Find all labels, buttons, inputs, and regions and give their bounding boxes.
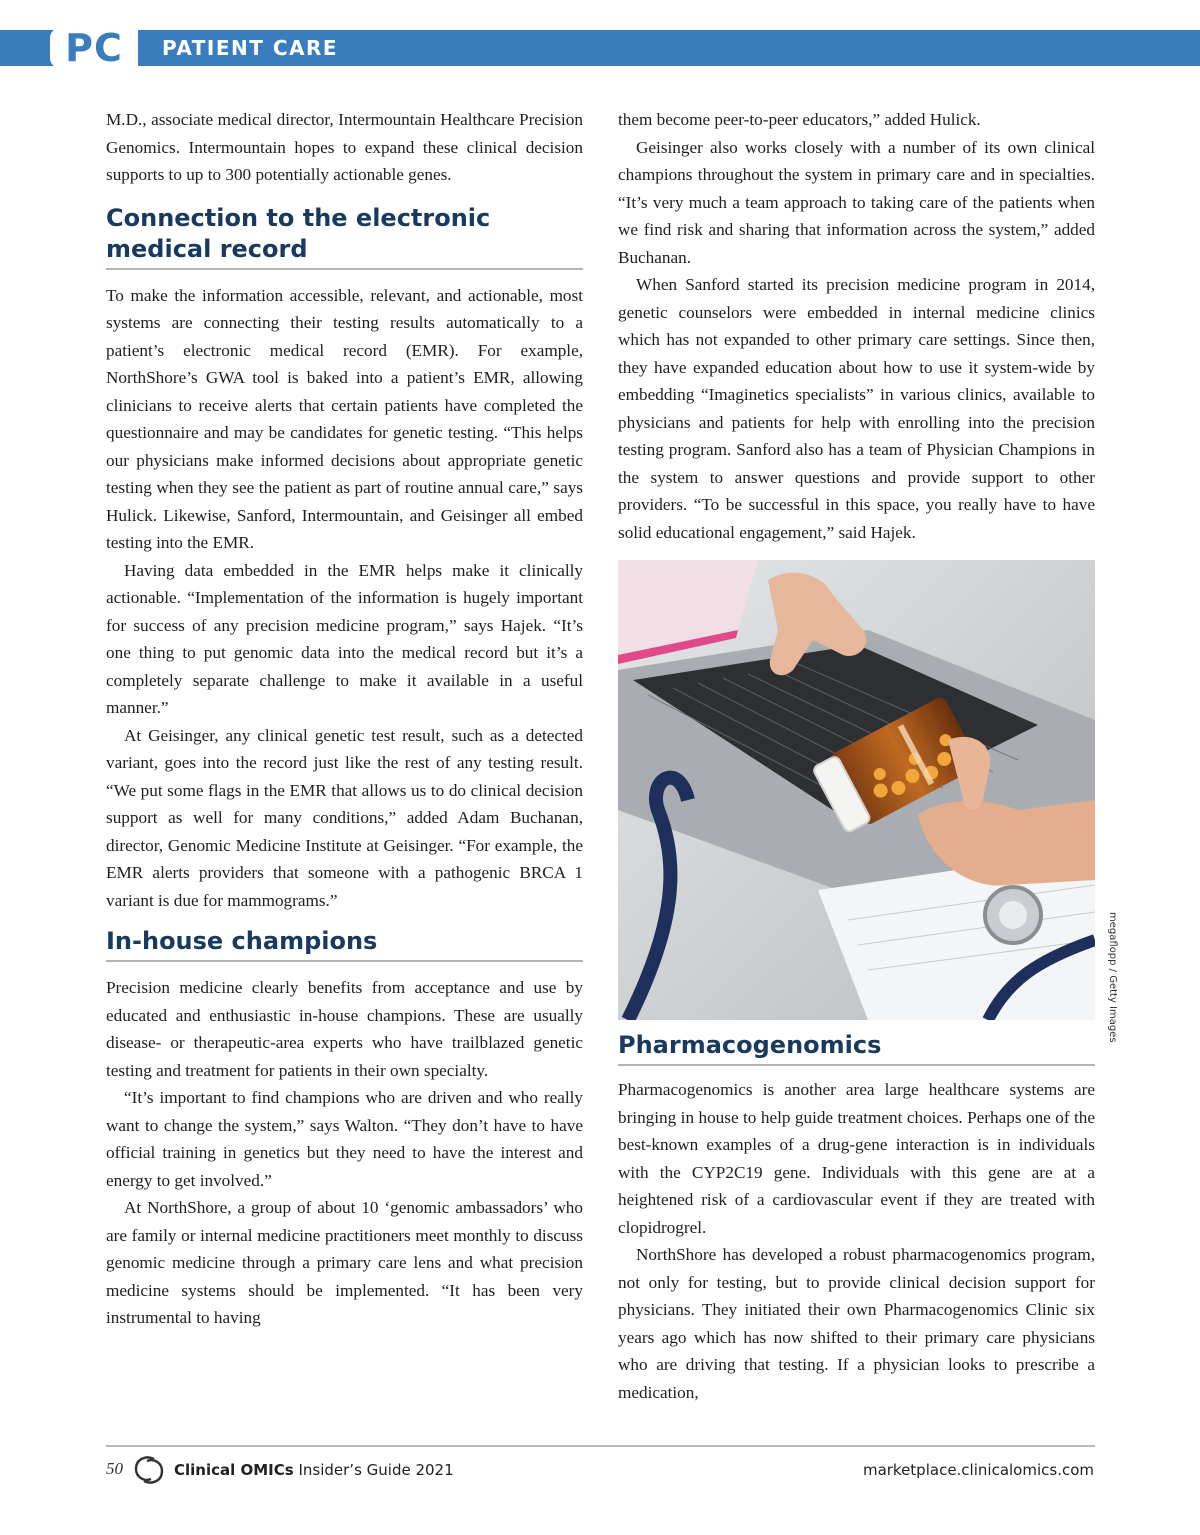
paragraph-continued: them become peer-to-peer educators,” added Hulick. (618, 110, 981, 129)
paragraph-champions-2: “It’s important to find champions who are driven and who really want to change the system,” says Walton. “They don’t have to have official training in genetics but they need to have the interest and energy to get involved.” (106, 1088, 583, 1190)
heading-pharmacogenomics: Pharmacogenomics (618, 1030, 1095, 1066)
footer-website: marketplace.clinicalomics.com (862, 1461, 1094, 1479)
paragraph-emr-2: Having data embedded in the EMR helps make it clinically actionable. “Implementation of the information is hugely important for success of any precision medicine program,” says Hajek. “It’s one thing to put genomic data into the medical record but it’s a completely separate challenge to make it available in a useful manner.” (106, 560, 583, 717)
section-title: PATIENT CARE (162, 36, 339, 60)
paragraph-pharmacogenomics-2: NorthShore has developed a robust pharmacogenomics program, not only for testing, but to provide clinical decision support for physicians. They initiated their own Pharmacogenomics Clinic six years ago which has now shifted to their primary care physicians who are driving that testing. If a physician looks to prescribe a medication, (618, 1245, 1095, 1402)
section-tab-badge: PC (50, 28, 138, 68)
paragraph-champions-1: Precision medicine clearly benefits from acceptance and use by educated and enthusiastic in-house champions. These are usually disease- or therapeutic-area experts who have trailblazed genetic testing and treatment for patients in their own specialty. (106, 978, 583, 1080)
paragraph-emr-3: At Geisinger, any clinical genetic test result, such as a detected variant, goes into the record just like the rest of any testing result. “We put some flags in the EMR that allows us to do clinical decision support as well for many conditions,” added Adam Buchanan, director, Genomic Medicine Institute at Geisinger. “For example, the EMR alerts providers that someone with a pathogenic BRCA 1 variant is due for mammograms.” (106, 725, 583, 910)
footer-brand (174, 1461, 454, 1479)
paragraph-pharmacogenomics-1: Pharmacogenomics is another area large healthcare systems are bringing in house to help guide treatment choices. Perhaps one of the best-known examples of a drug-gene interaction is in individuals with the CYP2C19 gene. Individuals with this gene are at a heightened risk of a cardiovascular event if they are treated with clopidrogrel. (618, 1080, 1095, 1237)
clinical-omics-logo-icon (132, 1455, 166, 1485)
footer-rule (106, 1445, 1095, 1447)
article-photo (618, 560, 1095, 1020)
publication-name: Insider’s Guide 2021 (298, 1461, 454, 1479)
paragraph-intro: M.D., associate medical director, Intermountain Healthcare Precision Genomics. Intermountain hopes to expand these clinical decision supports to up to 300 potentially actionable genes. (106, 110, 583, 184)
left-column (106, 106, 583, 1332)
brand-name: Clinical OMICs (174, 1461, 294, 1479)
paragraph-geisinger: Geisinger also works closely with a number of its own clinical champions throughout the system in primary care and in specialties. “It’s very much a team approach to taking care of the patients when we find risk and sharing that information across the system,” added Buchanan. (618, 137, 1095, 267)
paragraph-champions-3: At NorthShore, a group of about 10 ‘genomic ambassadors’ who are family or internal medicine practitioners meet monthly to discuss genomic medicine through a primary care lens and what precision medicine systems should be implemented. “It has been very instrumental to having (106, 1198, 583, 1327)
paragraph-emr-1: To make the information accessible, relevant, and actionable, most systems are connecting their testing results automatically to a patient’s electronic medical record (EMR). For example, NorthShore’s GWA tool is baked into a patient’s EMR, allowing clinicians to receive alerts that certain patients have completed the questionnaire and may be candidates for genetic testing. “This helps our physicians make informed decisions about appropriate genetic testing when they see the patient as part of routine annual care,” says Hulick. Likewise, Sanford, Intermountain, and Geisinger all embed testing into the EMR. (106, 285, 583, 552)
photo-illustration (618, 560, 1095, 1020)
photo-credit: megaflopp / Getty Images (1107, 912, 1118, 1043)
right-column (618, 106, 1095, 1406)
paragraph-sanford: When Sanford started its precision medicine program in 2014, genetic counselors were embedded in internal medicine clinics which has not expanded to other primary care settings. Since then, they have expanded education about how to use it system-wide by embedding “Imaginetics specialists” in various clinics, available to physicians and patients for help with enrolling into the precision testing program. Sanford also has a team of Physician Champions in the system to answer questions and provide support to other providers. “To be successful in this space, you really have to have solid educational engagement,” said Hajek. (618, 275, 1095, 542)
heading-emr: Connection to the electronic medical record (106, 203, 583, 270)
page-number: 50 (106, 1459, 123, 1478)
heading-champions: In-house champions (106, 926, 583, 962)
